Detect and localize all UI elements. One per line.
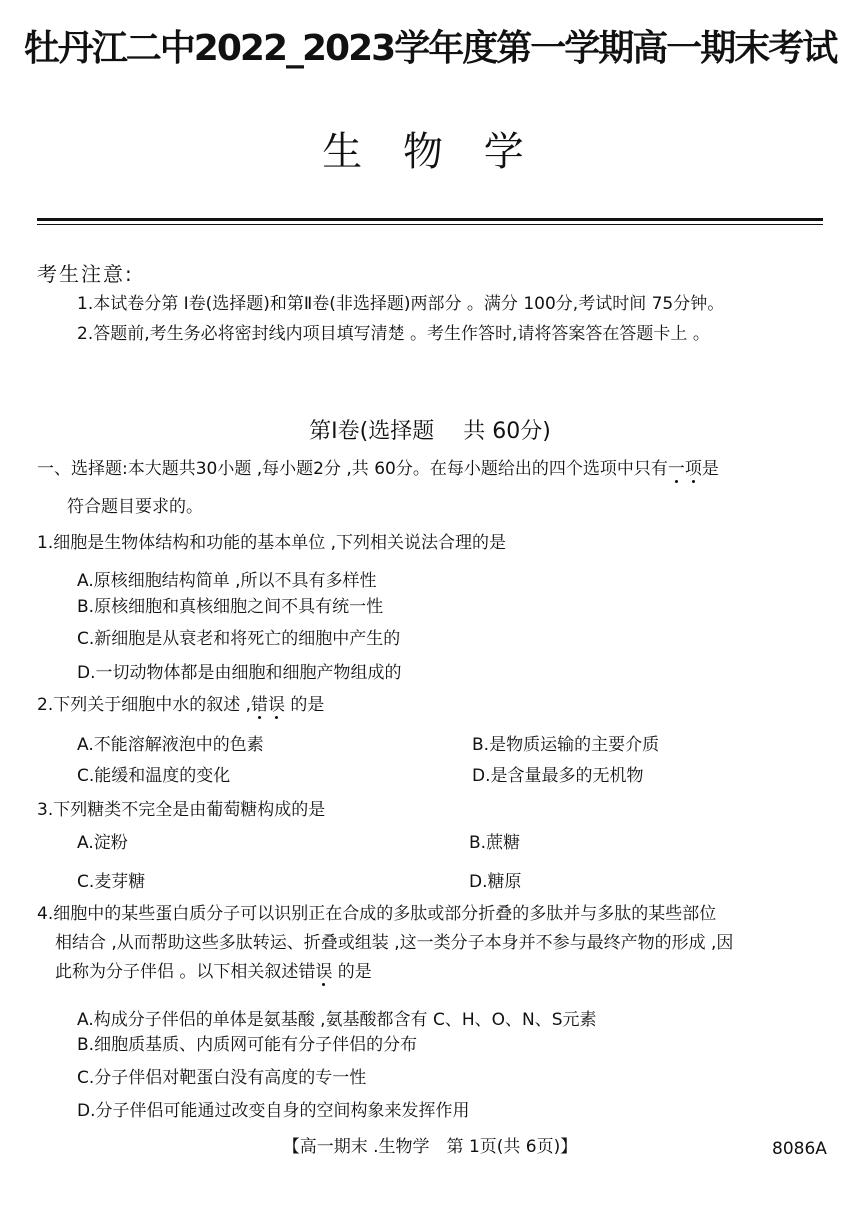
header-rule-thick <box>37 218 823 221</box>
question-2-option-d: D.是含量最多的无机物 <box>472 766 644 786</box>
question-4-option-d: D.分子伴侣可能通过改变自身的空间构象来发挥作用 <box>77 1101 470 1121</box>
notice-item-1: 1.本试卷分第 Ⅰ卷(选择题)和第Ⅱ卷(非选择题)两部分 。满分 100分,考试时间 75分钟。 <box>77 294 725 314</box>
question-4-option-c: C.分子伴侣对靶蛋白没有高度的专一性 <box>77 1068 367 1088</box>
emphasis-mark: 项 <box>684 459 702 479</box>
subject-title: 生 物 学 <box>322 129 538 175</box>
page-footer: 【高一期末 .生物学 第 1页(共 6页)】 <box>282 1137 578 1157</box>
question-4-option-b: B.细胞质基质、内质网可能有分子伴侣的分布 <box>77 1035 418 1055</box>
question-3-stem: 3.下列糖类不完全是由葡萄糖构成的是 <box>37 800 326 820</box>
question-3-option-a: A.淀粉 <box>77 833 128 853</box>
emphasis-mark: 误 <box>268 695 286 715</box>
emphasis-mark: 错 <box>251 695 269 715</box>
question-2-option-b: B.是物质运输的主要介质 <box>472 735 660 755</box>
question-1-stem: 1.细胞是生物体结构和功能的基本单位 ,下列相关说法合理的是 <box>37 533 507 553</box>
question-4-stem-line2: 相结合 ,从而帮助这些多肽转运、折叠或组装 ,这一类分子本身并不参与最终产物的形成 ,因 <box>55 933 734 953</box>
question-1-option-c: C.新细胞是从衰老和将死亡的细胞中产生的 <box>77 629 401 649</box>
question-2-stem: 2.下列关于细胞中水的叙述 ,错误 的是 <box>37 695 325 715</box>
section-title: 第Ⅰ卷(选择题 共 60分) <box>309 419 551 444</box>
question-4-stem-line1: 4.细胞中的某些蛋白质分子可以识别正在合成的多肽或部分折叠的多肽并与多肽的某些部位 <box>37 904 717 924</box>
notice-title: 考生注意: <box>37 262 134 286</box>
question-1-option-b: B.原核细胞和真核细胞之间不具有统一性 <box>77 597 384 617</box>
paper-code: 8086A <box>772 1139 827 1159</box>
question-2-option-a: A.不能溶解液泡中的色素 <box>77 735 264 755</box>
notice-item-2: 2.答题前,考生务必将密封线内项目填写清楚 。考生作答时,请将答案答在答题卡上 。 <box>77 324 710 344</box>
section-instructions-line1: 一、选择题:本大题共30小题 ,每小题2分 ,共 60分。在每小题给出的四个选项中只有一项是 <box>37 459 719 479</box>
emphasis-mark: 误 <box>315 962 333 982</box>
section-instructions-line2: 符合题目要求的。 <box>67 497 203 517</box>
question-4-option-a: A.构成分子伴侣的单体是氨基酸 ,氨基酸都含有 C、H、O、N、S元素 <box>77 1010 597 1030</box>
emphasis-mark: 一 <box>667 459 685 479</box>
question-2-option-c: C.能缓和温度的变化 <box>77 766 231 786</box>
question-4-stem-line3: 此称为分子伴侣 。以下相关叙述错误 的是 <box>55 962 372 982</box>
question-1-option-d: D.一切动物体都是由细胞和细胞产物组成的 <box>77 663 402 683</box>
question-1-option-a: A.原核细胞结构简单 ,所以不具有多样性 <box>77 571 377 591</box>
exam-title: 牡丹江二中2022_2023学年度第一学期高一期末考试 <box>23 28 837 69</box>
header-rule-thin <box>37 224 823 225</box>
question-3-option-c: C.麦芽糖 <box>77 872 146 892</box>
question-3-option-b: B.蔗糖 <box>469 833 521 853</box>
question-3-option-d: D.糖原 <box>469 872 522 892</box>
